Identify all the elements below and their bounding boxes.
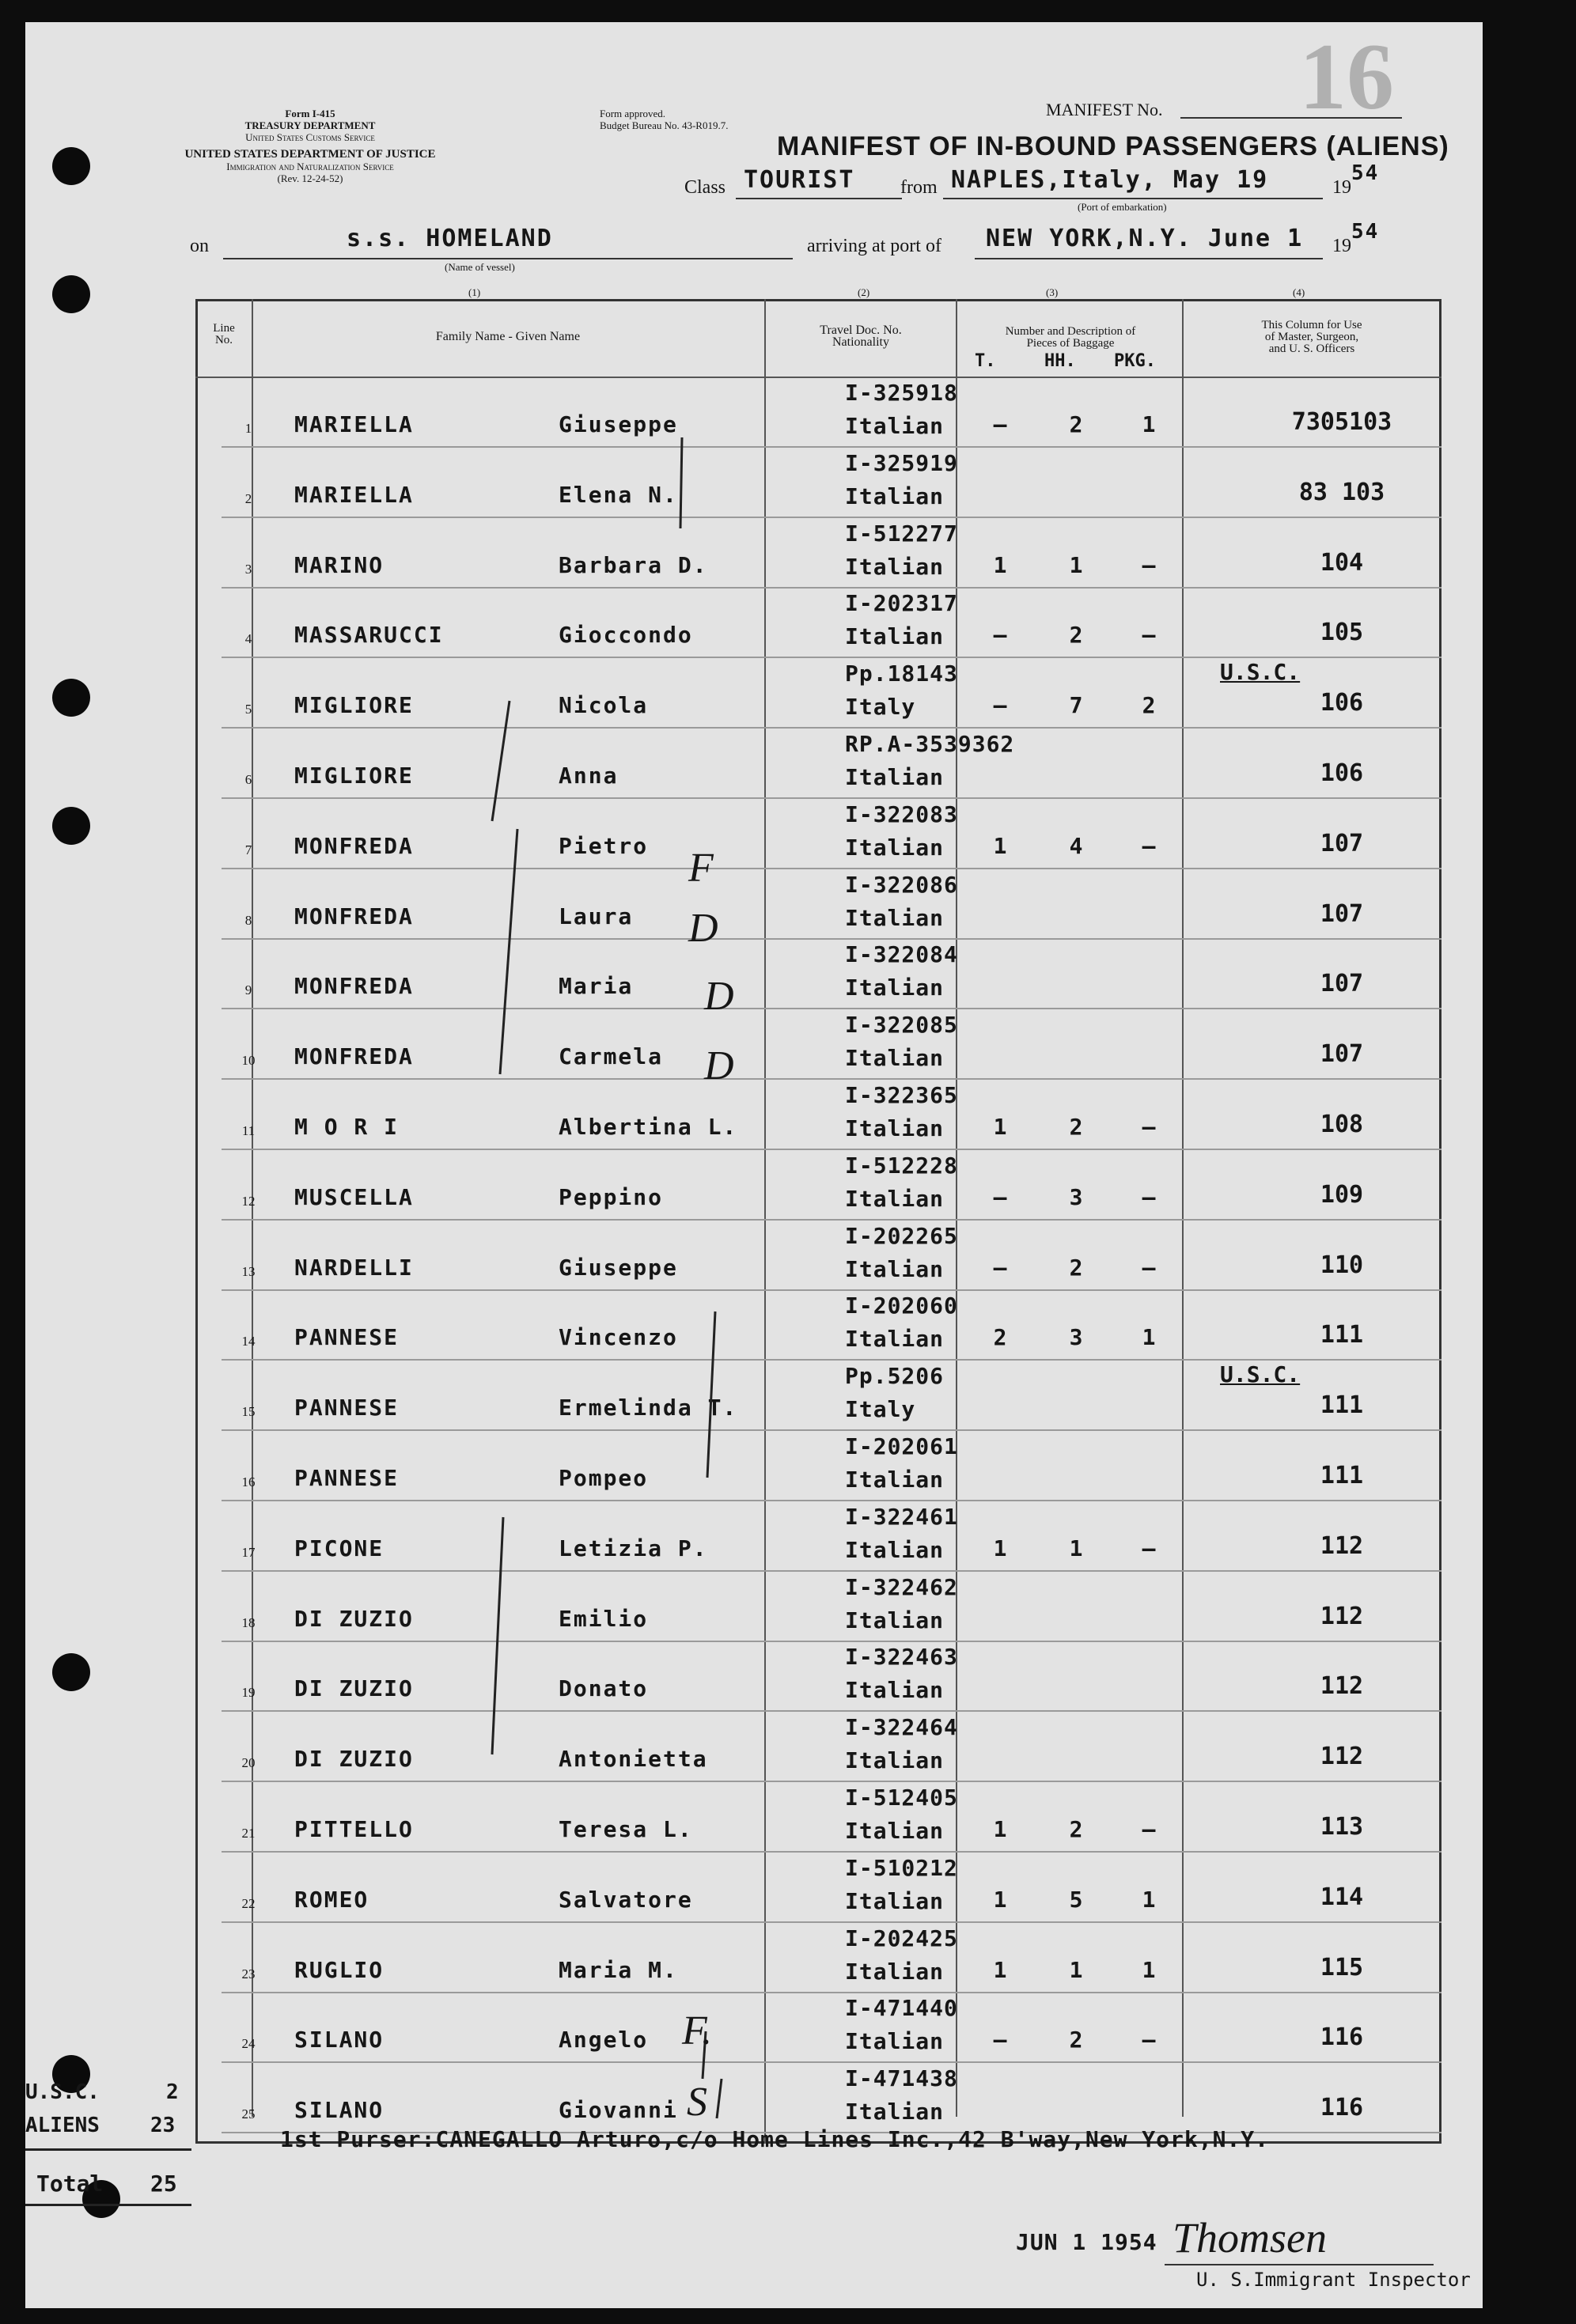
nationality: Italian bbox=[845, 1747, 945, 1774]
treasury-dept: TREASURY DEPARTMENT bbox=[244, 119, 376, 131]
family-name: M O R I bbox=[294, 1114, 400, 1140]
col-header-bag-hh: HH. bbox=[1044, 351, 1076, 371]
col-num-2: (2) bbox=[858, 286, 870, 298]
given-name: Barbara D. bbox=[559, 551, 708, 578]
baggage-packages: 1 bbox=[1142, 411, 1156, 437]
travel-doc-number: I-202425 bbox=[845, 1925, 958, 1951]
given-name: Pietro bbox=[559, 832, 649, 859]
travel-doc-number: I-322462 bbox=[845, 1573, 958, 1600]
baggage-packages: 1 bbox=[1142, 1886, 1156, 1913]
nationality: Italy bbox=[845, 694, 916, 721]
line-number: 19 bbox=[241, 1685, 256, 1701]
vessel-note: (Name of vessel) bbox=[445, 261, 515, 273]
nationality: Italian bbox=[845, 1045, 945, 1072]
officer-number: 83 103 bbox=[1298, 478, 1385, 506]
justice-dept: UNITED STATES DEPARTMENT OF JUSTICE bbox=[184, 148, 436, 161]
travel-doc-number: I-322085 bbox=[845, 1012, 958, 1039]
family-name: MARIELLA bbox=[294, 411, 414, 437]
family-name: PICONE bbox=[294, 1535, 385, 1561]
travel-doc-number: I-512228 bbox=[845, 1152, 958, 1179]
line-number: 11 bbox=[241, 1123, 256, 1138]
given-name: Donato bbox=[559, 1675, 649, 1702]
given-name: Nicola bbox=[559, 692, 649, 719]
col-header-line-no: Line No. bbox=[213, 322, 235, 346]
given-name: Emilio bbox=[559, 1605, 649, 1632]
line-number: 9 bbox=[244, 982, 252, 998]
tally-underline bbox=[25, 2204, 191, 2206]
travel-doc-number: I-202317 bbox=[845, 590, 958, 617]
travel-doc-number: I-322084 bbox=[845, 941, 958, 968]
inspector-label: U. S.Immigrant Inspector bbox=[1196, 2269, 1471, 2291]
nationality: Italian bbox=[845, 1115, 945, 1141]
officer-number: 105 bbox=[1320, 619, 1364, 647]
baggage-trunks: 1 bbox=[993, 1886, 1007, 1913]
nationality: Italy bbox=[845, 1396, 916, 1423]
line-number: 18 bbox=[241, 1614, 256, 1630]
line-number: 1 bbox=[244, 421, 252, 436]
signature-line bbox=[1165, 2264, 1434, 2265]
given-name: Laura bbox=[559, 903, 634, 929]
travel-doc-number: I-322463 bbox=[845, 1644, 958, 1671]
travel-doc-number: I-322083 bbox=[845, 801, 958, 827]
given-name: Maria M. bbox=[559, 1956, 678, 1983]
family-name: MASSARUCCI bbox=[294, 622, 444, 649]
travel-doc-number: I-202061 bbox=[845, 1433, 958, 1459]
given-name: Ermelinda T. bbox=[559, 1395, 738, 1421]
baggage-trunks: – bbox=[993, 2027, 1007, 2053]
family-name: PANNESE bbox=[294, 1395, 400, 1421]
nationality: Italian bbox=[845, 1677, 945, 1704]
family-name: MONFREDA bbox=[294, 903, 414, 929]
from-label: from bbox=[900, 177, 938, 198]
line-number: 4 bbox=[244, 631, 252, 647]
travel-doc-number: RP.A-3539362 bbox=[845, 731, 1015, 757]
given-name: Teresa L. bbox=[559, 1816, 693, 1842]
class-label: Class bbox=[684, 177, 726, 198]
hand-note-d: D bbox=[688, 906, 718, 951]
nationality: Italian bbox=[845, 553, 945, 580]
line-number: 13 bbox=[241, 1263, 256, 1279]
nationality: Italian bbox=[845, 1185, 945, 1212]
family-name: MIGLIORE bbox=[294, 763, 414, 789]
date-stamp: JUN 1 1954 bbox=[1016, 2229, 1157, 2255]
family-name: MONFREDA bbox=[294, 973, 414, 1000]
tally-total-value: 25 bbox=[150, 2171, 177, 2197]
baggage-hand: 4 bbox=[1069, 832, 1083, 859]
travel-doc-number: I-325919 bbox=[845, 449, 958, 476]
family-name: PANNESE bbox=[294, 1465, 400, 1491]
family-name: MIGLIORE bbox=[294, 692, 414, 719]
line-number: 6 bbox=[244, 772, 252, 787]
family-name: MONFREDA bbox=[294, 1043, 414, 1070]
budget-bureau: Budget Bureau No. 43-R019.7. bbox=[600, 119, 729, 131]
line-number: 22 bbox=[241, 1895, 256, 1911]
class-value: TOURIST bbox=[744, 166, 855, 194]
officer-number: 106 bbox=[1320, 689, 1364, 717]
citizen-mark: U.S.C. bbox=[1220, 1361, 1301, 1388]
baggage-hand: 3 bbox=[1069, 1183, 1083, 1210]
baggage-hand: 2 bbox=[1069, 411, 1083, 437]
line-number: 7 bbox=[244, 842, 252, 857]
officer-number: 112 bbox=[1320, 1602, 1364, 1630]
handwriting-marks bbox=[25, 22, 1483, 2308]
baggage-packages: 2 bbox=[1142, 692, 1156, 719]
baggage-packages: 1 bbox=[1142, 1324, 1156, 1351]
line-number: 14 bbox=[241, 1334, 256, 1349]
baggage-trunks: 2 bbox=[993, 1324, 1007, 1351]
given-name: Albertina L. bbox=[559, 1114, 738, 1140]
col-num-4: (4) bbox=[1293, 286, 1305, 298]
line-number: 17 bbox=[241, 1544, 256, 1560]
year-prefix: 19 bbox=[1332, 177, 1351, 198]
officer-number: 112 bbox=[1320, 1531, 1364, 1560]
ins-service: Immigration and Naturalization Service bbox=[226, 161, 394, 172]
nationality: Italian bbox=[845, 2099, 945, 2125]
officer-number: 111 bbox=[1320, 1462, 1364, 1489]
given-name: Angelo bbox=[559, 2027, 649, 2053]
officer-number: 111 bbox=[1320, 1391, 1364, 1420]
travel-doc-number: I-202265 bbox=[845, 1222, 958, 1249]
tally-usc-label: U.S.C. bbox=[25, 2080, 100, 2104]
given-name: Carmela bbox=[559, 1043, 664, 1070]
travel-doc-number: I-512277 bbox=[845, 520, 958, 547]
vessel-name: s.s. HOMELAND bbox=[347, 225, 553, 252]
baggage-hand: 2 bbox=[1069, 622, 1083, 649]
tally-aliens-value: 23 bbox=[150, 2114, 176, 2137]
given-name: Giuseppe bbox=[559, 1254, 678, 1281]
family-name: DI ZUZIO bbox=[294, 1746, 414, 1773]
given-name: Giuseppe bbox=[559, 411, 678, 437]
from-value: NAPLES,Italy, May 19 bbox=[951, 166, 1269, 194]
officer-number: 7305103 bbox=[1291, 408, 1392, 436]
travel-doc-number: I-510212 bbox=[845, 1854, 958, 1881]
officer-number: 107 bbox=[1320, 899, 1364, 928]
citizen-mark: U.S.C. bbox=[1220, 659, 1301, 686]
travel-doc-number: Pp.18143 bbox=[845, 660, 958, 687]
officer-number: 106 bbox=[1320, 759, 1364, 787]
family-name: SILANO bbox=[294, 2097, 385, 2124]
nationality: Italian bbox=[845, 623, 945, 650]
officer-number: 110 bbox=[1320, 1251, 1364, 1279]
given-name: Vincenzo bbox=[559, 1324, 678, 1351]
family-name: RUGLIO bbox=[294, 1956, 385, 1983]
nationality: Italian bbox=[845, 1467, 945, 1493]
col-header-bag-t: T. bbox=[975, 351, 996, 371]
travel-doc-number: I-512405 bbox=[845, 1785, 958, 1811]
travel-doc-number: I-322464 bbox=[845, 1714, 958, 1741]
baggage-hand: 1 bbox=[1069, 1956, 1083, 1983]
customs-service: United States Customs Service bbox=[245, 131, 375, 143]
officer-number: 111 bbox=[1320, 1321, 1364, 1349]
arriving-label: arriving at port of bbox=[807, 236, 941, 256]
line-number: 3 bbox=[244, 561, 252, 577]
form-number: Form I-415 bbox=[285, 108, 335, 119]
family-name: NARDELLI bbox=[294, 1254, 414, 1281]
page-number: 16 bbox=[1299, 24, 1394, 129]
travel-doc-number: I-471438 bbox=[845, 2065, 958, 2092]
officer-number: 113 bbox=[1320, 1813, 1364, 1841]
family-name: DI ZUZIO bbox=[294, 1675, 414, 1702]
officer-number: 114 bbox=[1320, 1883, 1364, 1911]
baggage-trunks: – bbox=[993, 692, 1007, 719]
manifest-page bbox=[25, 22, 1483, 2308]
col-header-officers: This Column for Use of Master, Surgeon, and U. S. Officers bbox=[1261, 319, 1362, 355]
inspector-signature: Thomsen bbox=[1173, 2214, 1328, 2262]
baggage-trunks: – bbox=[993, 1254, 1007, 1281]
line-number: 12 bbox=[241, 1193, 256, 1209]
baggage-trunks: 1 bbox=[993, 1114, 1007, 1140]
line-number: 21 bbox=[241, 1826, 256, 1841]
baggage-packages: – bbox=[1142, 551, 1156, 578]
form-revision: (Rev. 12-24-52) bbox=[277, 172, 343, 184]
baggage-packages: – bbox=[1142, 1254, 1156, 1281]
officer-number: 112 bbox=[1320, 1743, 1364, 1771]
nationality: Italian bbox=[845, 1887, 945, 1914]
hand-note-f: F. bbox=[682, 2008, 713, 2053]
nationality: Italian bbox=[845, 2028, 945, 2055]
family-name: PITTELLO bbox=[294, 1816, 414, 1842]
family-name: MUSCELLA bbox=[294, 1183, 414, 1210]
travel-doc-number: I-202060 bbox=[845, 1293, 958, 1319]
travel-doc-number: Pp.5206 bbox=[845, 1363, 945, 1390]
nationality: Italian bbox=[845, 904, 945, 931]
baggage-hand: 1 bbox=[1069, 551, 1083, 578]
baggage-packages: – bbox=[1142, 1816, 1156, 1842]
officer-number: 107 bbox=[1320, 829, 1364, 857]
hand-note-d: D bbox=[704, 974, 734, 1019]
officer-number: 104 bbox=[1320, 548, 1364, 577]
tally-aliens-label: ALIENS bbox=[25, 2114, 100, 2137]
nationality: Italian bbox=[845, 1958, 945, 1985]
line-number: 24 bbox=[241, 2036, 256, 2052]
baggage-hand: 2 bbox=[1069, 2027, 1083, 2053]
tally-rule bbox=[25, 2148, 191, 2151]
nationality: Italian bbox=[845, 1607, 945, 1633]
baggage-hand: 5 bbox=[1069, 1886, 1083, 1913]
arrival-value: NEW YORK,N.Y. June 1 bbox=[986, 225, 1304, 252]
family-name: MARIELLA bbox=[294, 481, 414, 508]
officer-number: 107 bbox=[1320, 970, 1364, 998]
nationality: Italian bbox=[845, 1536, 945, 1563]
on-label: on bbox=[190, 236, 209, 256]
purser-line: 1st Purser:CANEGALLO Arturo,c/o Home Lines Inc.,42 B'way,New York,N.Y. bbox=[280, 2126, 1270, 2152]
baggage-trunks: 1 bbox=[993, 1535, 1007, 1561]
given-name: Letizia P. bbox=[559, 1535, 708, 1561]
officer-number: 115 bbox=[1320, 1953, 1364, 1981]
baggage-packages: – bbox=[1142, 1114, 1156, 1140]
hand-note-s: S bbox=[687, 2080, 707, 2125]
family-name: ROMEO bbox=[294, 1886, 369, 1913]
officer-number: 112 bbox=[1320, 1672, 1364, 1701]
nationality: Italian bbox=[845, 483, 945, 509]
line-number: 16 bbox=[241, 1474, 256, 1489]
col-header-bag-pkg: PKG. bbox=[1114, 351, 1156, 371]
family-name: SILANO bbox=[294, 2027, 385, 2053]
given-name: Elena N. bbox=[559, 481, 678, 508]
col-header-doc: Travel Doc. No. Nationality bbox=[820, 324, 902, 349]
line-number: 20 bbox=[241, 1755, 256, 1771]
family-name: PANNESE bbox=[294, 1324, 400, 1351]
baggage-packages: 1 bbox=[1142, 1956, 1156, 1983]
given-name: Gioccondo bbox=[559, 622, 693, 649]
line-number: 25 bbox=[241, 2106, 256, 2122]
given-name: Anna bbox=[559, 763, 619, 789]
given-name: Giovanni bbox=[559, 2097, 678, 2124]
baggage-packages: – bbox=[1142, 2027, 1156, 2053]
nationality: Italian bbox=[845, 834, 945, 861]
manifest-title: MANIFEST OF IN-BOUND PASSENGERS (ALIENS) bbox=[777, 131, 1449, 161]
hand-note-f: F bbox=[688, 846, 714, 891]
hand-note-d: D bbox=[704, 1043, 734, 1088]
line-number: 2 bbox=[244, 490, 252, 506]
col-header-name: Family Name - Given Name bbox=[435, 330, 581, 343]
travel-doc-number: I-322365 bbox=[845, 1082, 958, 1108]
baggage-hand: 2 bbox=[1069, 1114, 1083, 1140]
baggage-trunks: 1 bbox=[993, 1816, 1007, 1842]
form-approved: Form approved. bbox=[600, 108, 666, 119]
baggage-trunks: – bbox=[993, 411, 1007, 437]
officer-number: 116 bbox=[1320, 2023, 1364, 2052]
arrival-year-prefix: 19 bbox=[1332, 236, 1351, 256]
line-number: 5 bbox=[244, 702, 252, 717]
arrival-year-suffix: 54 bbox=[1351, 220, 1380, 244]
baggage-trunks: 1 bbox=[993, 551, 1007, 578]
baggage-trunks: 1 bbox=[993, 832, 1007, 859]
family-name: MARINO bbox=[294, 551, 385, 578]
nationality: Italian bbox=[845, 975, 945, 1001]
manifest-no-label: MANIFEST No. bbox=[1046, 100, 1163, 119]
nationality: Italian bbox=[845, 764, 945, 790]
baggage-packages: – bbox=[1142, 1183, 1156, 1210]
tally-usc-value: 2 bbox=[166, 2080, 179, 2104]
given-name: Salvatore bbox=[559, 1886, 693, 1913]
baggage-hand: 1 bbox=[1069, 1535, 1083, 1561]
travel-doc-number: I-322086 bbox=[845, 871, 958, 898]
line-number: 23 bbox=[241, 1966, 256, 1981]
officer-number: 108 bbox=[1320, 1111, 1364, 1138]
given-name: Peppino bbox=[559, 1183, 664, 1210]
col-num-1: (1) bbox=[468, 286, 481, 298]
line-number: 8 bbox=[244, 912, 252, 928]
col-header-baggage: Number and Description of Pieces of Baggage bbox=[1005, 325, 1136, 350]
tally-total-label: Total bbox=[36, 2171, 104, 2197]
nationality: Italian bbox=[845, 1326, 945, 1353]
family-name: MONFREDA bbox=[294, 832, 414, 859]
given-name: Maria bbox=[559, 973, 634, 1000]
travel-doc-number: I-322461 bbox=[845, 1503, 958, 1530]
baggage-packages: – bbox=[1142, 832, 1156, 859]
year-suffix: 54 bbox=[1351, 161, 1380, 185]
travel-doc-number: I-325918 bbox=[845, 380, 958, 406]
baggage-hand: 2 bbox=[1069, 1254, 1083, 1281]
given-name: Antonietta bbox=[559, 1746, 708, 1773]
officer-number: 107 bbox=[1320, 1040, 1364, 1069]
nationality: Italian bbox=[845, 413, 945, 439]
baggage-packages: – bbox=[1142, 1535, 1156, 1561]
baggage-hand: 7 bbox=[1069, 692, 1083, 719]
baggage-trunks: – bbox=[993, 1183, 1007, 1210]
line-number: 15 bbox=[241, 1404, 256, 1420]
line-number: 10 bbox=[241, 1053, 256, 1069]
officer-number: 116 bbox=[1320, 2094, 1364, 2122]
col-num-3: (3) bbox=[1046, 286, 1059, 298]
officer-number: 109 bbox=[1320, 1180, 1364, 1209]
given-name: Pompeo bbox=[559, 1465, 649, 1491]
baggage-hand: 2 bbox=[1069, 1816, 1083, 1842]
nationality: Italian bbox=[845, 1255, 945, 1282]
baggage-packages: – bbox=[1142, 622, 1156, 649]
travel-doc-number: I-471440 bbox=[845, 1995, 958, 2022]
baggage-trunks: – bbox=[993, 622, 1007, 649]
nationality: Italian bbox=[845, 1818, 945, 1844]
family-name: DI ZUZIO bbox=[294, 1605, 414, 1632]
baggage-trunks: 1 bbox=[993, 1956, 1007, 1983]
baggage-hand: 3 bbox=[1069, 1324, 1083, 1351]
port-note: (Port of embarkation) bbox=[1078, 201, 1167, 213]
